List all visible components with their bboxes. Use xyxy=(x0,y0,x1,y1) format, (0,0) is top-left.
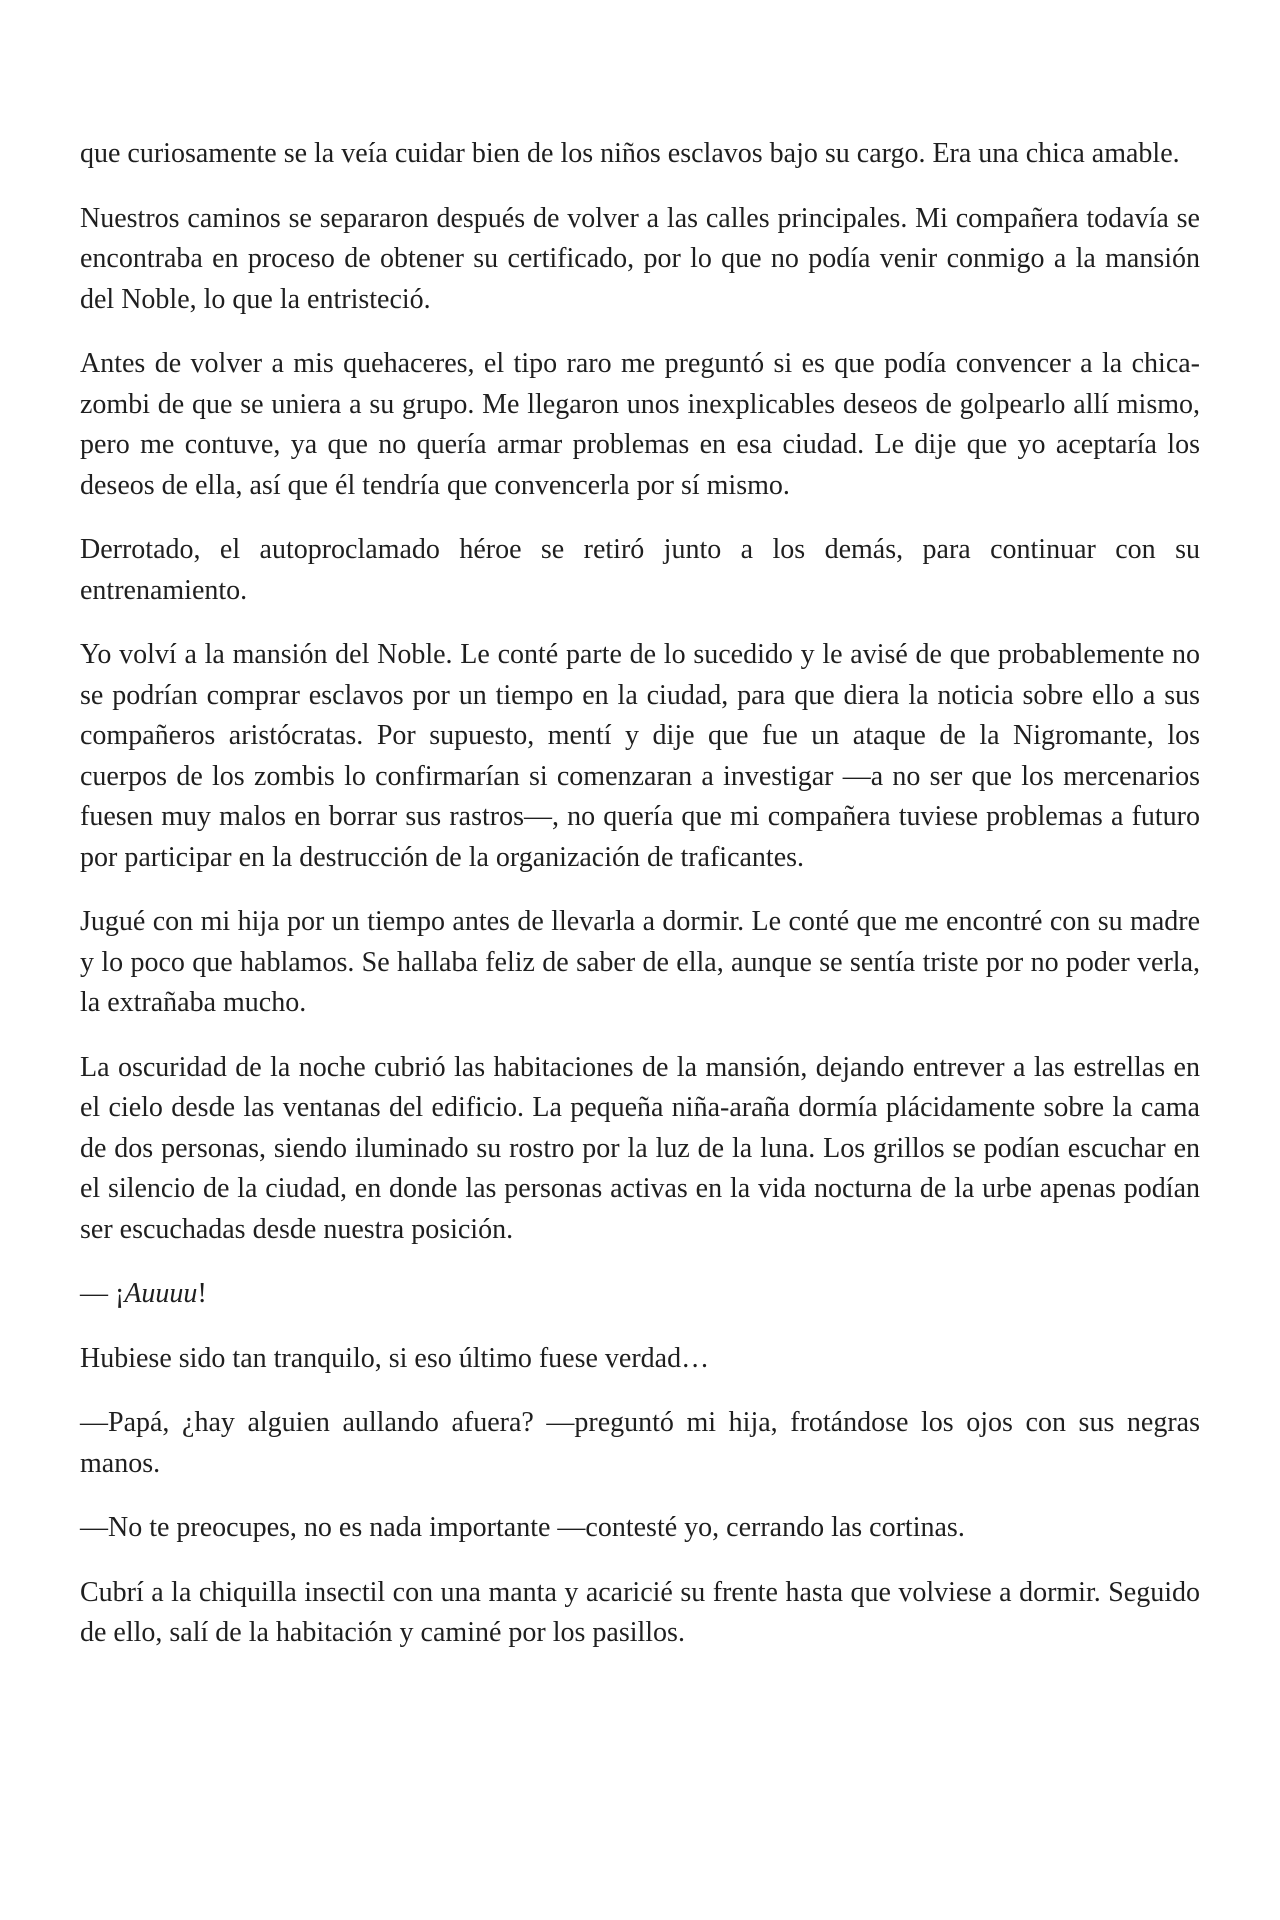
paragraph: La oscuridad de la noche cubrió las habitaciones de la mansión, dejando entrever a las estrellas en el cielo desde las ventanas del edificio. La pequeña niña-araña dormía plácidamente sobre la cama de dos personas, siendo iluminado su rostro por la luz de la luna. Los grillos se podían escuchar en el silencio de la ciudad, en donde las personas activas en la vida nocturna de la urbe apenas podían ser escuchadas desde nuestra posición. xyxy=(80,1051,1200,1245)
paragraph: Derrotado, el autoproclamado héroe se retiró junto a los demás, para continuar con su entrenamiento. xyxy=(80,534,1200,606)
document-page xyxy=(80,134,1200,1678)
paragraph: que curiosamente se la veía cuidar bien de los niños esclavos bajo su cargo. Era una chica amable. xyxy=(80,138,1180,169)
paragraph: Cubrí a la chiquilla insectil con una manta y acaricié su frente hasta que volviese a dormir. Seguido de ello, salí de la habitación y caminé por los pasillos. xyxy=(80,1576,1200,1648)
howl-prefix: — ¡ xyxy=(80,1278,125,1309)
howl-line xyxy=(80,1274,1200,1315)
paragraph: Yo volví a la mansión del Noble. Le conté parte de lo sucedido y le avisé de que probablemente no se podrían comprar esclavos por un tiempo en la ciudad, para que diera la noticia sobre ello a sus compañeros aristócratas. Por supuesto, mentí y dije que fue un ataque de la Nigromante, los cuerpos de los zombis lo confirmarían si comenzaran a investigar —a no ser que los mercenarios fuesen muy malos en borrar sus rastros—, no quería que mi compañera tuviese problemas a futuro por participar en la destrucción de la organización de traficantes. xyxy=(80,639,1200,873)
paragraph: Jugué con mi hija por un tiempo antes de llevarla a dormir. Le conté que me encontré con su madre y lo poco que hablamos. Se hallaba feliz de saber de ella, aunque se sentía triste por no poder verla, la extrañaba mucho. xyxy=(80,906,1200,1018)
paragraph: —No te preocupes, no es nada importante —contesté yo, cerrando las cortinas. xyxy=(80,1512,965,1543)
paragraph: Nuestros caminos se separaron después de volver a las calles principales. Mi compañera todavía se encontraba en proceso de obtener su certificado, por lo que no podía venir conmigo a la mansión del Noble, lo que la entristeció. xyxy=(80,202,1200,315)
paragraph: —Papá, ¿hay alguien aullando afuera? —preguntó mi hija, frotándose los ojos con sus negras manos. xyxy=(80,1407,1200,1479)
paragraph: Antes de volver a mis quehaceres, el tipo raro me preguntó si es que podía convencer a la chica-zombi de que se uniera a su grupo. Me llegaron unos inexplicables deseos de golpearlo allí mismo, pero me contuve, ya que no quería armar problemas en esa ciudad. Le dije que yo aceptaría los deseos de ella, así que él tendría que convencerla por sí mismo. xyxy=(80,348,1200,501)
paragraph: Hubiese sido tan tranquilo, si eso último fuese verdad… xyxy=(80,1342,710,1374)
howl-italic: Auuuu xyxy=(124,1278,198,1309)
howl-suffix: ! xyxy=(197,1278,207,1309)
